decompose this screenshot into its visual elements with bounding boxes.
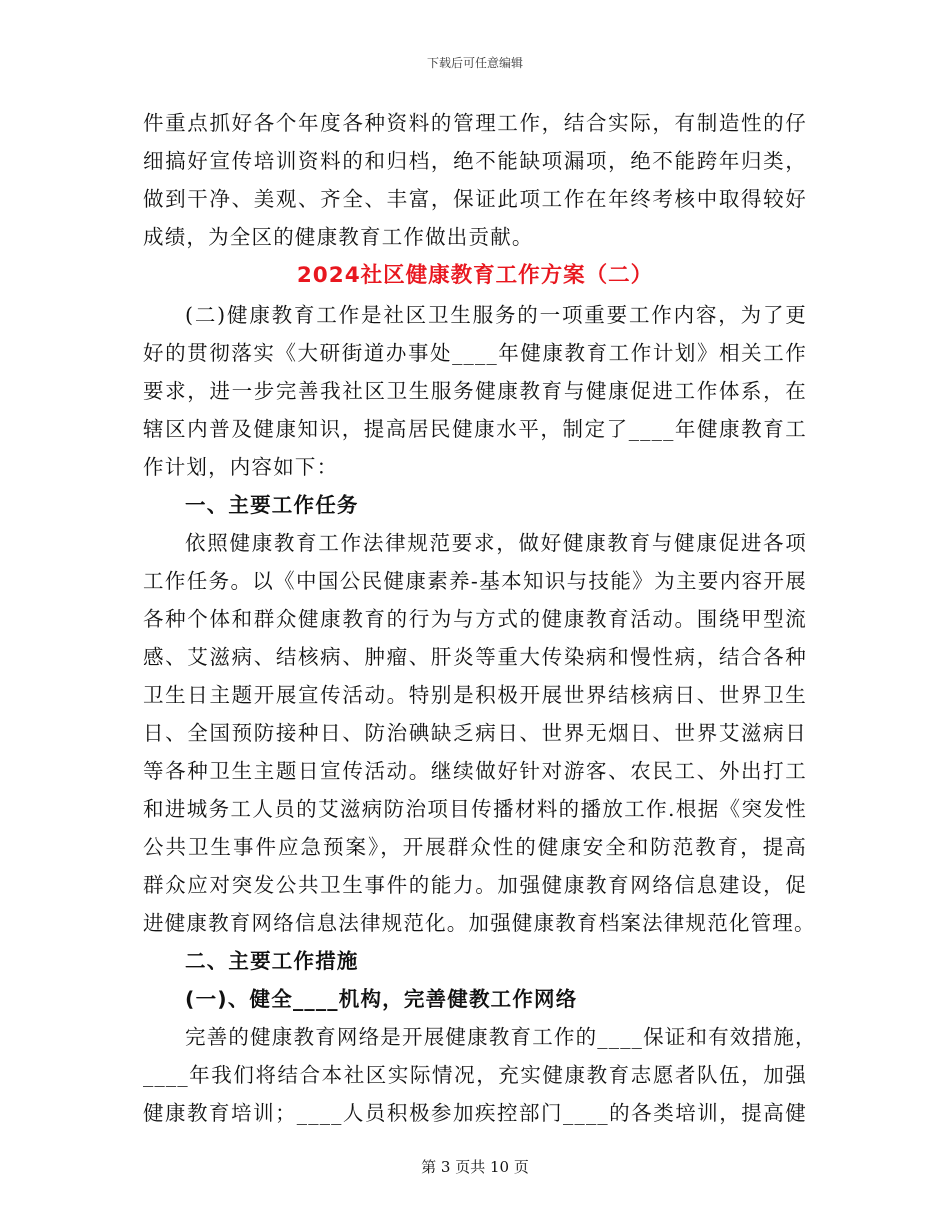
page-footer: 第 3 页共 10 页	[421, 1158, 529, 1176]
paragraph-line: ____年我们将结合本社区实际情况，充实健康教育志愿者队伍，加强	[143, 1063, 807, 1087]
paragraph-line: 做到干净、美观、齐全、丰富，保证此项工作在年终考核中取得较好	[143, 187, 807, 211]
paragraph-line: 各种个体和群众健康教育的行为与方式的健康教育活动。围绕甲型流	[143, 607, 807, 631]
page-header: 下载后可任意编辑	[426, 56, 523, 70]
paragraph-line: 进健康教育网络信息法律规范化。加强健康教育档案法律规范化管理。	[143, 911, 816, 935]
paragraph-line: 感、艾滋病、结核病、肿瘤、肝炎等重大传染病和慢性病，结合各种	[143, 645, 807, 669]
paragraph-line: 依照健康教育工作法律规范要求，做好健康教育与健康促进各项	[185, 531, 807, 555]
paragraph-line: 公共卫生事件应急预案》，开展群众性的健康安全和防范教育，提高	[143, 835, 807, 859]
document-body	[143, 104, 817, 1132]
paragraph-line: 工作任务。以《中国公民健康素养-基本知识与技能》为主要内容开展	[143, 569, 807, 593]
heading-main-measures: 二、主要工作措施	[185, 949, 359, 973]
subheading-network: (一)、健全____机构，完善健教工作网络	[185, 987, 578, 1011]
paragraph-line: 辖区内普及健康知识，提高居民健康水平，制定了____年健康教育工	[143, 417, 807, 441]
paragraph-line: 和进城务工人员的艾滋病防治项目传播材料的播放工作.根据《突发性	[143, 797, 807, 821]
paragraph-line: 成绩，为全区的健康教育工作做出贡献。	[143, 225, 534, 249]
paragraph-line: 作计划，内容如下：	[143, 455, 339, 479]
paragraph-line: 细搞好宣传培训资料的和归档，绝不能缺项漏项，绝不能跨年归类，	[143, 149, 807, 173]
paragraph-line: (二)健康教育工作是社区卫生服务的一项重要工作内容，为了更	[185, 303, 807, 327]
paragraph-line: 件重点抓好各个年度各种资料的管理工作，结合实际，有制造性的仔	[143, 111, 807, 135]
paragraph-line: 卫生日主题开展宣传活动。特别是积极开展世界结核病日、世界卫生	[143, 683, 807, 707]
section-title: 2024社区健康教育工作方案（二）	[296, 263, 654, 288]
paragraph-line: 健康教育培训；____人员积极参加疾控部门____的各类培训，提高健	[143, 1101, 807, 1125]
paragraph-line: 完善的健康教育网络是开展健康教育工作的____保证和有效措施，	[185, 1025, 817, 1049]
paragraph-line: 好的贯彻落实《大研街道办事处____年健康教育工作计划》相关工作	[143, 341, 807, 365]
paragraph-line: 日、全国预防接种日、防治碘缺乏病日、世界无烟日、世界艾滋病日	[143, 721, 807, 745]
paragraph-line: 群众应对突发公共卫生事件的能力。加强健康教育网络信息建设，促	[143, 873, 807, 897]
heading-main-tasks: 一、主要工作任务	[185, 493, 359, 517]
paragraph-line: 等各种卫生主题日宣传活动。继续做好针对游客、农民工、外出打工	[143, 759, 807, 783]
paragraph-line: 要求，进一步完善我社区卫生服务健康教育与健康促进工作体系，在	[143, 379, 807, 403]
